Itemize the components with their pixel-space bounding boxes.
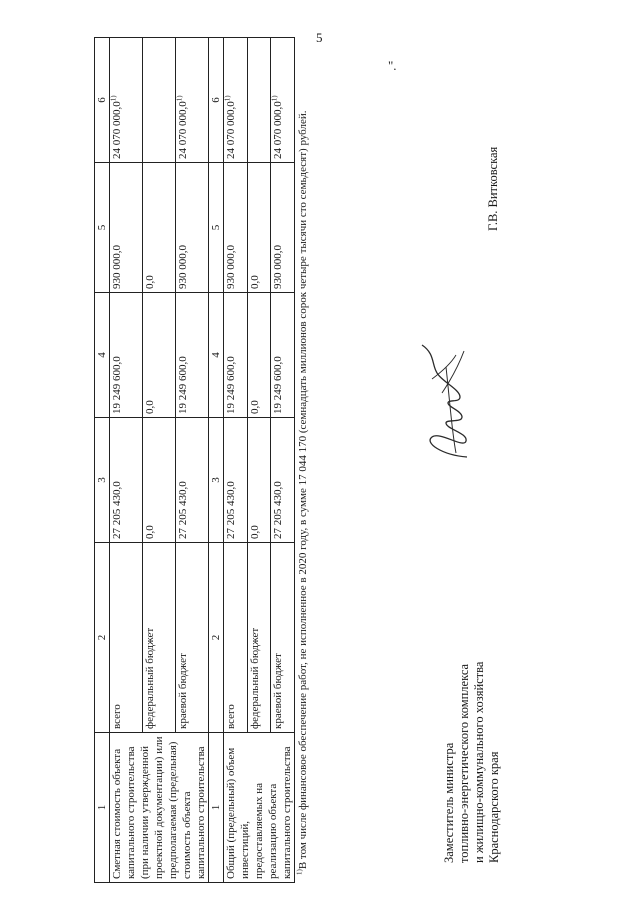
amount-cell (247, 418, 271, 543)
amount-cell (143, 293, 176, 418)
column-number: 2 (95, 543, 110, 733)
amount-value: 930 000,0 (225, 245, 237, 289)
amount-cell (176, 418, 209, 543)
amount-cell (110, 293, 143, 418)
amount-value: 0,0 (144, 275, 156, 289)
amount-cell (271, 163, 295, 293)
amount-cell (247, 163, 271, 293)
table-header-row (209, 38, 224, 883)
closing-quote: ". (388, 58, 397, 73)
amount-value: 27 205 430,0 (225, 481, 237, 539)
amount-value: 0,0 (248, 400, 261, 414)
row-label: Сметная стоимость объекта капитального строительства (при наличии утвержденной проектной документации) или предполагаемая (предельная) стоимость объекта капитального строительства (110, 733, 209, 883)
amount-cell (110, 418, 143, 543)
column-number: 3 (209, 418, 224, 543)
amount-value: 24 070 000,0 (177, 101, 189, 159)
amount-value: 24 070 000,0 (272, 101, 285, 159)
handwritten-signature (412, 333, 482, 463)
amount-cell (143, 38, 176, 163)
amount-cell (176, 38, 209, 163)
funding-source-text: краевой бюджет (272, 653, 285, 729)
column-number: 3 (95, 418, 110, 543)
amount-value: 19 249 600,0 (272, 356, 285, 414)
footnote-ref: 1) (109, 95, 118, 102)
amount-value: 0,0 (144, 525, 156, 539)
amount-cell (247, 293, 271, 418)
amount-value: 24 070 000,0 (111, 101, 123, 159)
amount-value: 27 205 430,0 (272, 481, 285, 539)
signer-title (442, 662, 502, 863)
table-header-row (95, 38, 110, 883)
footnote-ref: 1) (270, 95, 279, 102)
column-number: 5 (95, 163, 110, 293)
amount-cell (110, 163, 143, 293)
funding-source (247, 543, 271, 733)
page-number: 5 (316, 30, 323, 45)
amount-value: 27 205 430,0 (177, 481, 189, 539)
amount-value: 0,0 (144, 400, 156, 414)
amount-value: 19 249 600,0 (177, 356, 189, 414)
amount-cell (110, 38, 143, 163)
column-number: 5 (209, 163, 224, 293)
column-number: 4 (95, 293, 110, 418)
amount-cell (224, 163, 248, 293)
funding-source-text: краевой бюджет (177, 653, 189, 729)
funding-source (224, 543, 248, 733)
column-number: 1 (95, 733, 110, 883)
footnote-mark: 1) (295, 869, 304, 875)
signer-title-line: Краснодарского края (487, 751, 501, 863)
amount-value: 930 000,0 (111, 245, 123, 289)
amount-cell (176, 163, 209, 293)
column-number: 1 (209, 733, 224, 883)
column-number: 6 (95, 38, 110, 163)
signer-title-line: и жилищно-коммунального хозяйства (472, 661, 486, 863)
funding-source (176, 543, 209, 733)
amount-cell (176, 293, 209, 418)
funding-source (271, 543, 295, 733)
amount-cell (271, 293, 295, 418)
amount-value: 0,0 (248, 525, 261, 539)
amount-cell (143, 418, 176, 543)
funding-source-text: всего (225, 704, 237, 729)
funding-source-text: федеральный бюджет (248, 627, 261, 729)
table-row (110, 38, 143, 883)
signer-title-line: топливно-энергетического комплекса (457, 663, 471, 863)
amount-cell (271, 38, 295, 163)
footnote (296, 38, 310, 883)
amount-value: 930 000,0 (177, 245, 189, 289)
amount-value: 24 070 000,0 (225, 101, 237, 159)
amount-cell (247, 38, 271, 163)
footnote-ref: 1) (175, 95, 184, 102)
amount-cell (271, 418, 295, 543)
column-number: 6 (209, 38, 224, 163)
rotated-content (94, 38, 501, 883)
financing-table (94, 37, 295, 883)
funding-source (110, 543, 143, 733)
funding-source (143, 543, 176, 733)
amount-value: 19 249 600,0 (225, 356, 237, 414)
amount-value: 27 205 430,0 (111, 481, 123, 539)
amount-cell (143, 163, 176, 293)
amount-value: 0,0 (248, 275, 261, 289)
table-row (224, 38, 248, 883)
amount-cell (224, 38, 248, 163)
column-number: 4 (209, 293, 224, 418)
footnote-text: В том числе финансовое обеспечение работ, не исполненное в 2020 году, в сумме 17 044 170 (семнадцать миллионов сорок четыре тысячи сто семьдесят) рублей. (297, 110, 309, 870)
amount-value: 930 000,0 (272, 245, 285, 289)
column-number: 2 (209, 543, 224, 733)
amount-cell (224, 418, 248, 543)
signer-name: Г.В. Витковская (486, 146, 500, 231)
amount-cell (224, 293, 248, 418)
footnote-ref: 1) (223, 95, 232, 102)
amount-value: 19 249 600,0 (111, 356, 123, 414)
funding-source-text: всего (111, 704, 123, 729)
funding-source-text: федеральный бюджет (144, 627, 156, 729)
signer-title-line: Заместитель министра (442, 742, 456, 863)
row-label: Общий (предельный) объем инвестиций, предоставляемых на реализацию объекта капитального строительства (224, 733, 295, 883)
